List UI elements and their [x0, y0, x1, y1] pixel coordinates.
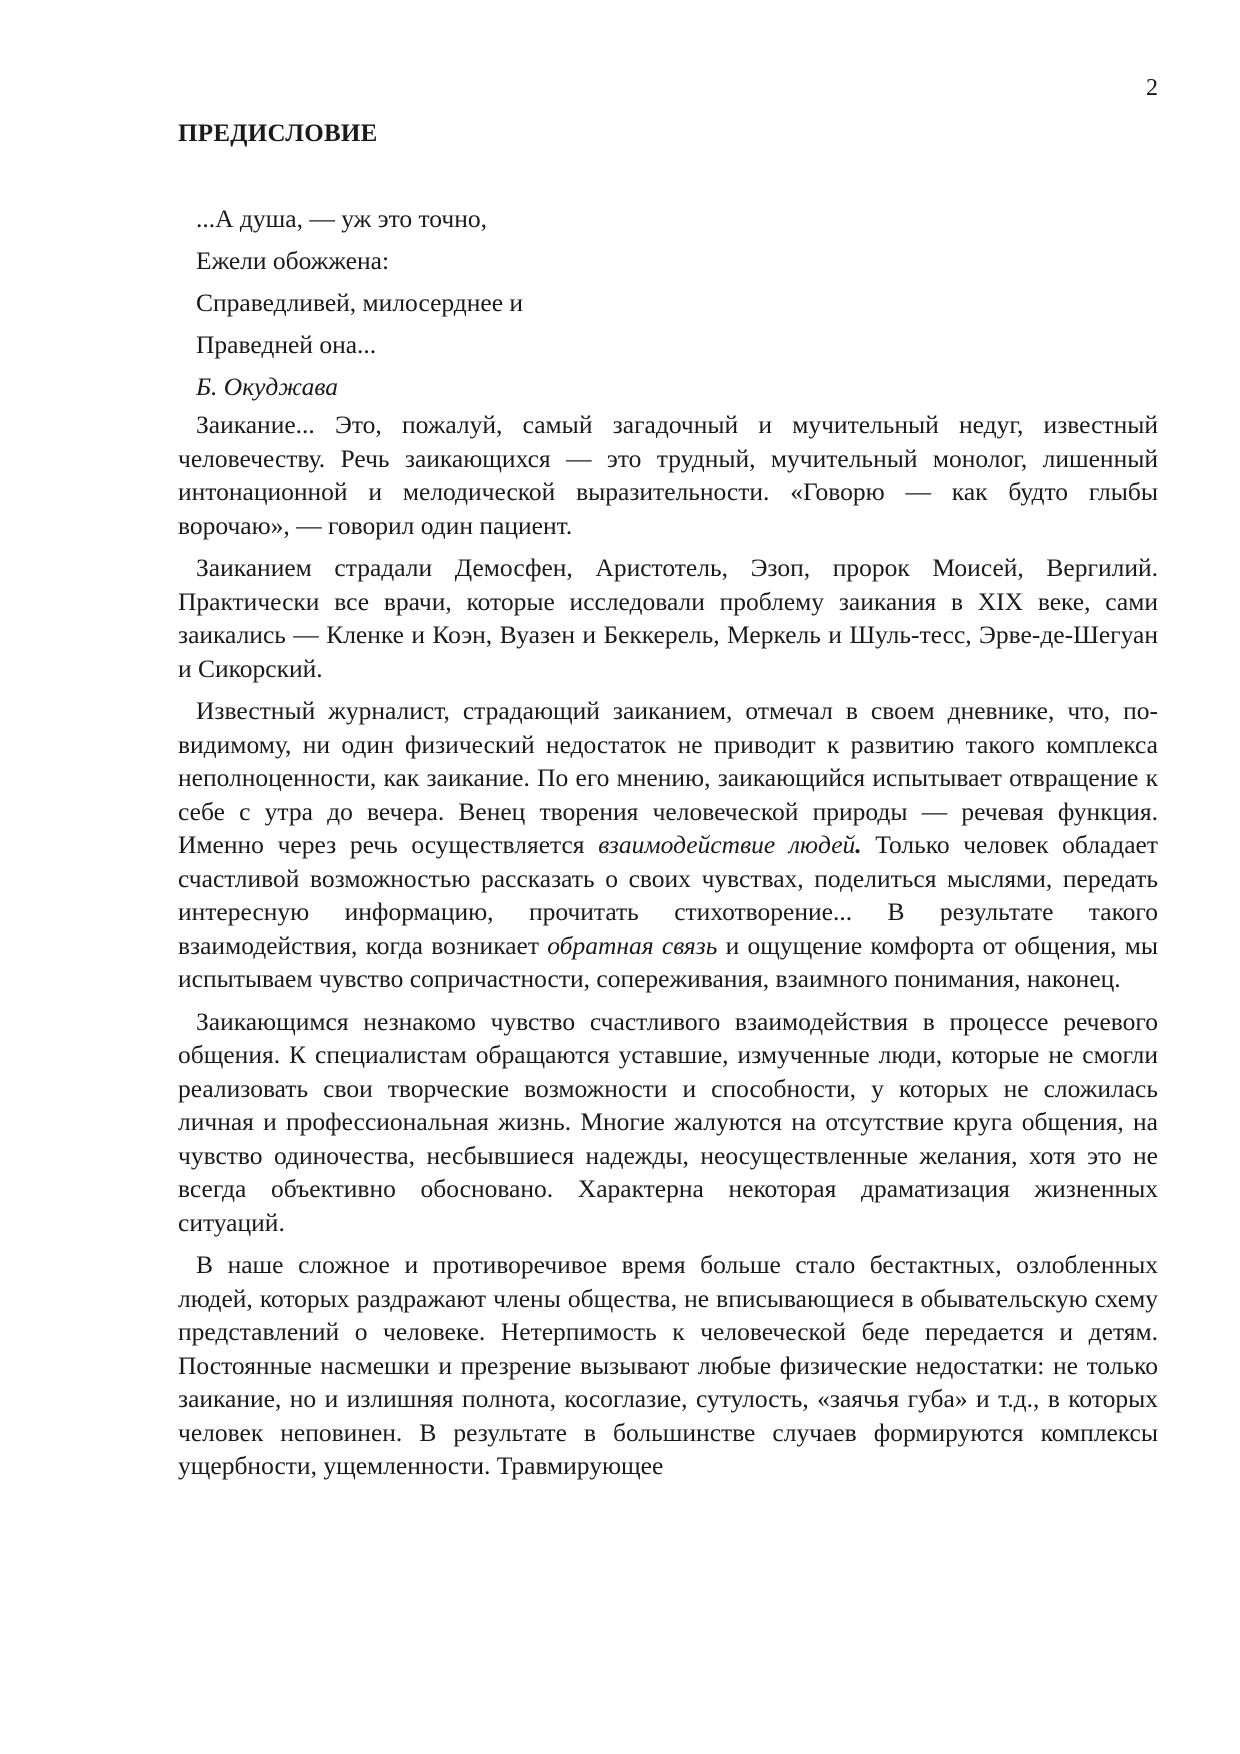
epigraph-line: ...А душа, — уж это точно,	[196, 204, 487, 233]
epigraph-line: Справедливей, милосерднее и	[196, 288, 524, 317]
page-title: ПРЕДИСЛОВИЕ	[178, 120, 378, 147]
emphasis-interaction: взаимодействие людей	[598, 830, 856, 859]
paragraph-1: Заикание... Это, пожалуй, самый загадочный и мучительный недуг, известный человечеству. Речь заикающихся — это трудный, мучительный монолог, лишенный интонационной и мелодической выразительности. «Говорю — как будто глыбы ворочаю», — говорил один пациент.	[178, 410, 1158, 540]
epigraph-author: Б. Окуджава	[196, 372, 339, 401]
paragraph-4: Заикающимся незнакомо чувство счастливого взаимодействия в процессе речевого общения. К специалистам обращаются уставшие, измученные люди, которые не смогли реализовать свои творческие возможности и способности, у которых не сложилась личная и профессиональная жизнь. Многие жалуются на отсутствие круга общения, на чувство одиночества, несбывшиеся надежды, неосуществленные желания, хотя это не всегда объективно обосновано. Характерна некоторая драматизация жизненных ситуаций.	[178, 1006, 1158, 1237]
epigraph-line: Праведней она...	[196, 330, 377, 359]
paragraph-3	[178, 694, 1158, 996]
paragraph-2: Заиканием страдали Демосфен, Аристотель, Эзоп, пророк Моисей, Вергилий. Практически все врачи, которые исследовали проблему заикания в XIX веке, сами заикались — Кленке и Коэн, Вуазен и Беккерель, Меркель и Шуль-тесс, Эрве-де-Шегуан и Сикорский.	[178, 553, 1158, 683]
epigraph-line: Ежели обожжена:	[196, 246, 390, 275]
paragraph-5: В наше сложное и противоречивое время больше стало бестактных, озлобленных людей, которых раздражают члены общества, не вписывающиеся в обывательскую схему представлений о человеке. Нетерпимость к человеческой беде передается и детям. Постоянные насмешки и презрение вызывают любые физические недостатки: не только заикание, но и излишняя полнота, косоглазие, сутулость, «заячья губа» и т.д., в которых человек неповинен. В результате в большинстве случаев формируются комплексы ущербности, ущемленности. Травмирующее	[178, 1250, 1158, 1480]
emphasis-feedback: обратная связь	[547, 930, 718, 960]
page-number: 2	[1146, 75, 1158, 101]
paragraph-3-text: Известный журналист, страдающий заиканием, отмечал в своем дневнике, что, по-видимому, ни один физический недостаток не приводит к развитию такого комплекса неполноценности, как заикание. По его мнению, заикающийся испытывает отвращение к себе с утра до вечера. Венец творения человеческой природы — речевая функция. Именно через речь осуществляется	[178, 696, 1158, 859]
body-text	[178, 408, 1158, 1483]
paragraph-3-text-continued: Только человек обладает счастливой возможностью рассказать о своих чувствах, поделиться мыслями, передать интересную информацию, прочитать стихотворение... В результате такого взаимодействия, когда возникает	[178, 830, 1159, 960]
emphasis-period: .	[855, 830, 862, 859]
epigraph	[196, 198, 523, 408]
paragraph-3-text-end: и ощущение комфорта от общения, мы испытываем чувство сопричастности, сопереживания, взаимного понимания, наконец.	[178, 930, 1158, 993]
